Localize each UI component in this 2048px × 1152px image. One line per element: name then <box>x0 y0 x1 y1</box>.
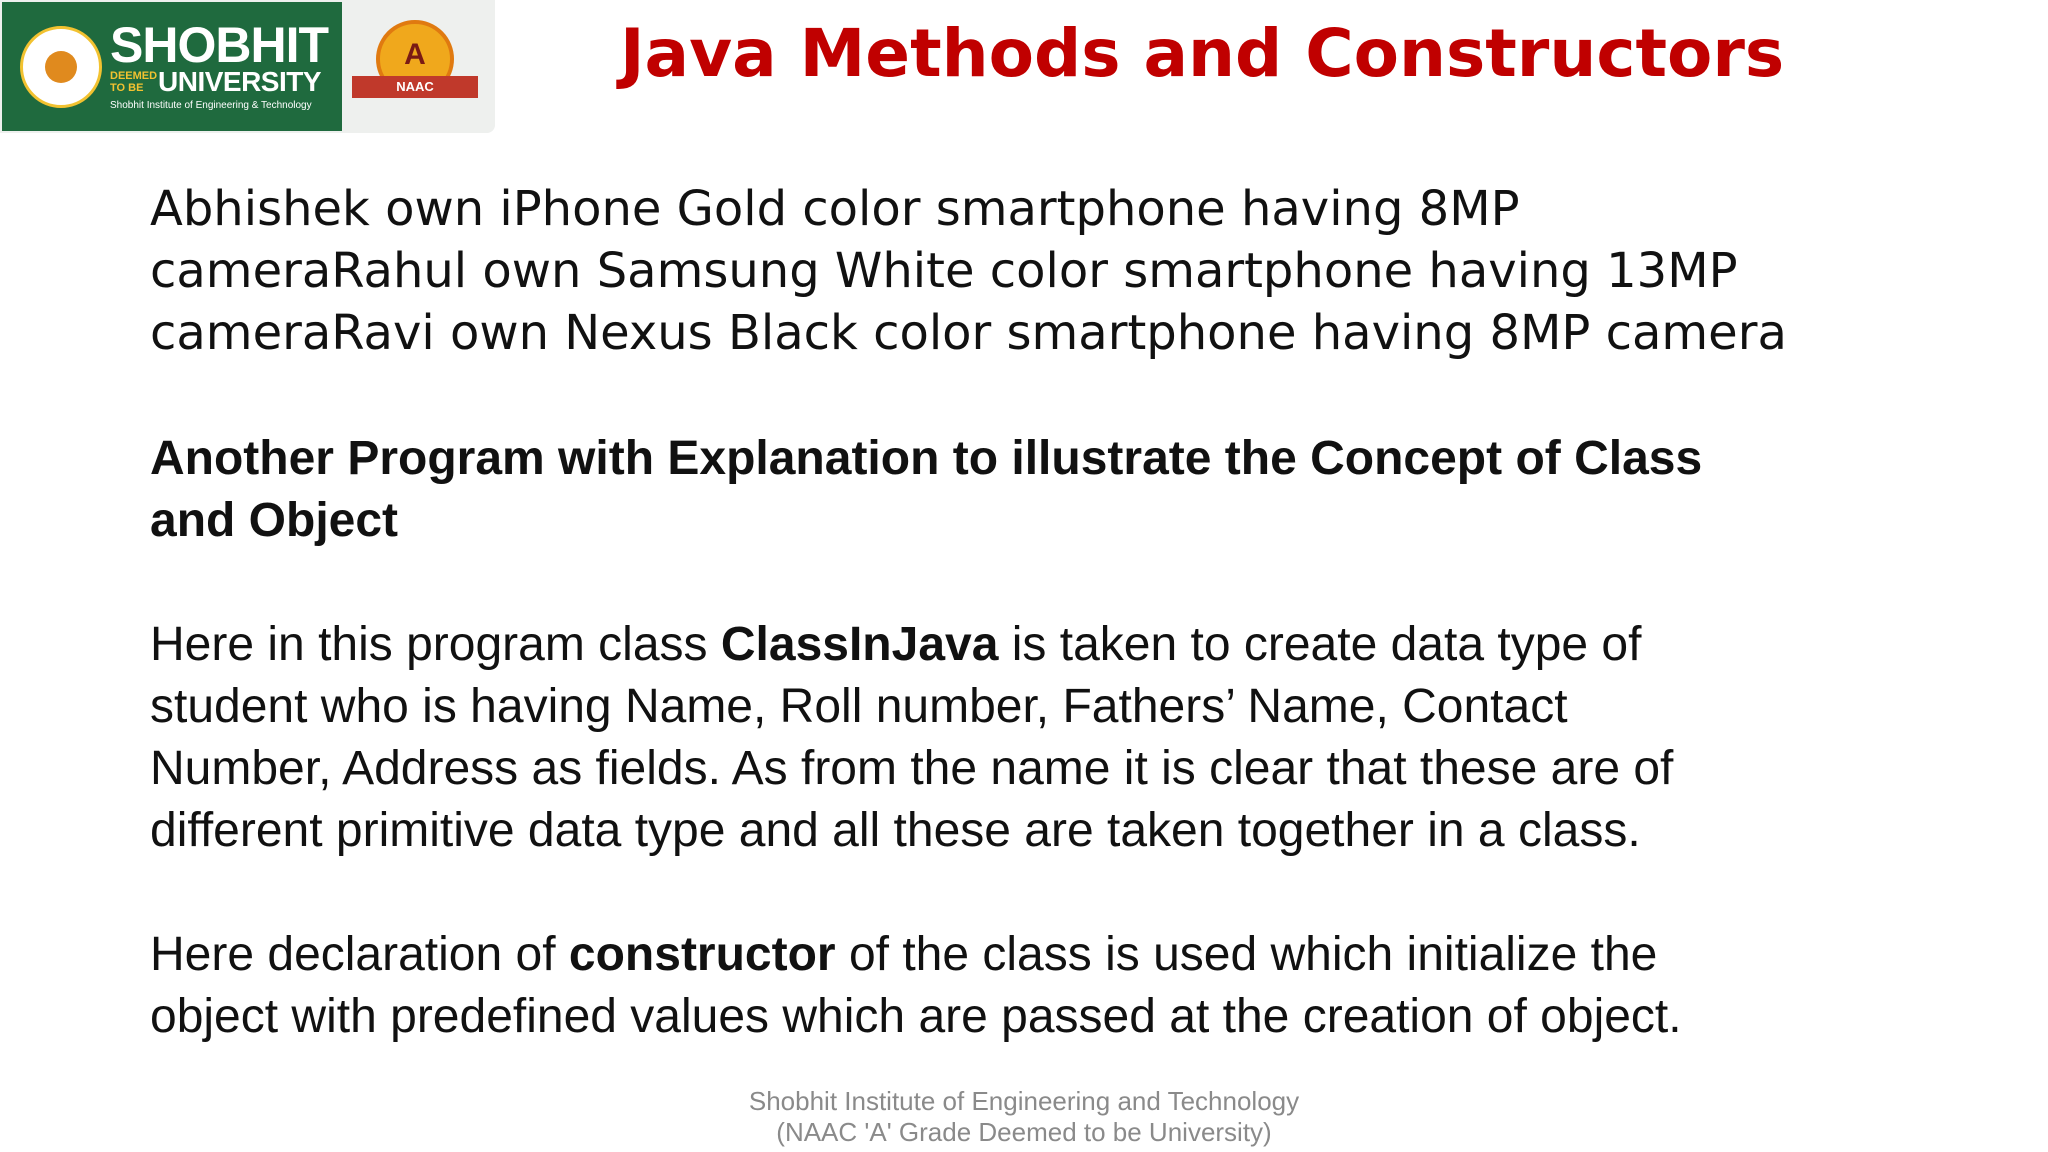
logo-panel <box>2 2 342 131</box>
naac-label: NAAC <box>352 76 478 98</box>
paragraph-line <box>150 614 1850 676</box>
naac-badge <box>350 14 480 120</box>
paragraph-line: object with predefined values which are passed at the creation of object. <box>150 990 1682 1043</box>
paragraph-line: different primitive data type and all these are taken together in a class. <box>150 804 1641 857</box>
footer-institute: Shobhit Institute of Engineering and Technology <box>748 1086 1300 1116</box>
paragraph-line: student who is having Name, Roll number, Fathers’ Name, Contact <box>150 680 1568 733</box>
constructor-paragraph <box>150 924 1850 1048</box>
logo-university: UNIVERSITY <box>158 66 322 97</box>
university-seal-icon <box>20 26 102 108</box>
class-name-bold: ClassInJava <box>720 618 999 671</box>
constructor-bold: constructor <box>568 928 836 981</box>
naac-grade: A <box>404 38 426 71</box>
heading-line: Another Program with Explanation to illustrate the Concept of Class <box>150 432 1703 485</box>
footer-grade: (NAAC 'A' Grade Deemed to be University) <box>776 1117 1272 1147</box>
paragraph-line: cameraRahul own Samsung White color smartphone having 13MP <box>150 243 1738 299</box>
paragraph-line: Abhishek own iPhone Gold color smartphone having 8MP <box>150 181 1520 237</box>
text-segment: Here in this program class <box>150 618 721 671</box>
smartphone-paragraph <box>150 178 1850 364</box>
paragraph-line: cameraRavi own Nexus Black color smartphone having 8MP camera <box>150 305 1787 361</box>
logo-name: SHOBHIT <box>110 17 328 73</box>
logo-subtitle: Shobhit Institute of Engineering & Technology <box>110 100 312 111</box>
heading-line: and Object <box>150 494 399 547</box>
text-segment: of the class is used which initialize the <box>835 928 1658 981</box>
slide-footer <box>0 1086 2048 1148</box>
paragraph-line: Number, Address as fields. As from the name it is clear that these are of <box>150 742 1674 795</box>
paragraph-line <box>150 924 1850 986</box>
university-logo <box>0 0 495 133</box>
section-heading <box>150 428 1850 552</box>
text-segment: is taken to create data type of <box>998 618 1642 671</box>
logo-deemed: DEEMED TO BE <box>110 70 158 94</box>
text-segment: Here declaration of <box>150 928 569 981</box>
slide-title: Java Methods and Constructors <box>620 15 1785 92</box>
class-explanation-paragraph <box>150 614 1850 862</box>
